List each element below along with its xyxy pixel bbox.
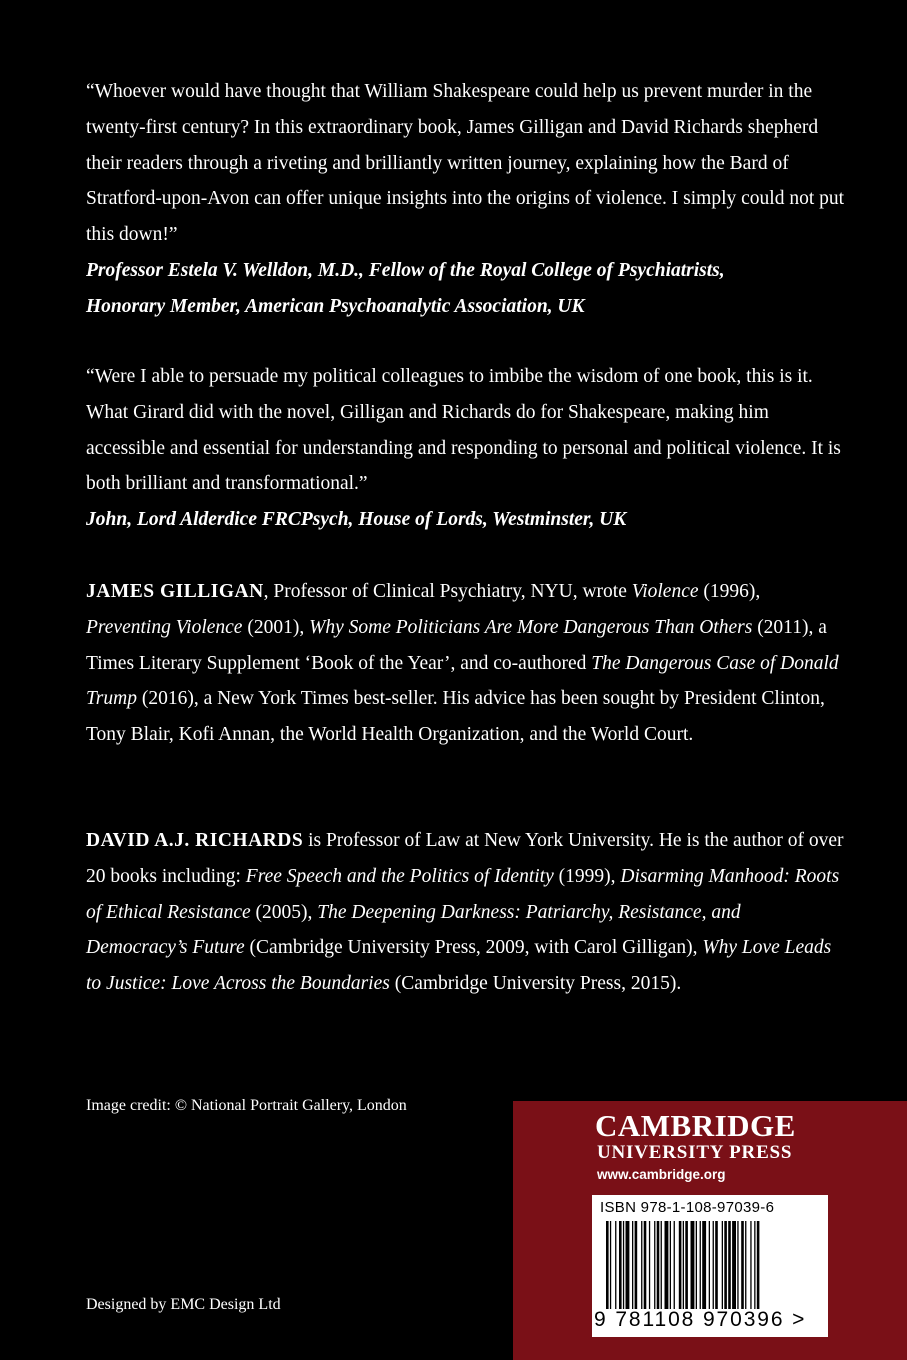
book-title: Why Some Politicians Are More Dangerous Than Others — [309, 616, 753, 638]
bio-text: (Cambridge University Press, 2015). — [389, 973, 682, 995]
isbn-label: ISBN 978-1-108-97039-6 — [600, 1199, 775, 1216]
book-title: Preventing Violence — [86, 616, 243, 638]
designer-credit: Designed by EMC Design Ltd — [86, 1296, 281, 1313]
author-bio-richards — [86, 823, 846, 1002]
bio-text: (1999), — [553, 865, 621, 887]
book-title: The Dangerous Case of Donald Trump — [86, 652, 839, 710]
book-title: Why Love Leads to Justice: Love Across the Boundaries — [86, 937, 832, 995]
barcode-panel — [592, 1195, 828, 1337]
endorsement-quote-2 — [86, 359, 846, 538]
quote-text: “Whoever would have thought that William Shakespeare could help us prevent murder in the twenty-first century? In this extraordinary book, James Gilligan and David Richards shepherd their readers through a riveting and brilliantly written journey, explaining how the Bard of Stratford-upon-Avon can offer unique insights into the origins of violence. I simply could not put this down!” — [86, 81, 845, 246]
bio-text: (Cambridge University Press, 2009, with Carol Gilligan), — [244, 937, 703, 959]
publisher-name: CAMBRIDGE — [595, 1108, 796, 1143]
barcode-icon — [606, 1221, 816, 1309]
publisher-url: www.cambridge.org — [597, 1167, 726, 1182]
bio-text: (2016), a New York Times best-seller. His advice has been sought by President Clinton, Tony Blair, Kofi Annan, the World Health Organization, and the World Court. — [86, 688, 825, 746]
bio-text: (2005), — [250, 901, 318, 923]
author-name: JAMES GILLIGAN — [86, 581, 264, 602]
book-title: Free Speech and the Politics of Identity — [245, 865, 554, 887]
bio-text: is Professor of Law at New York University. He is the author of over 20 books including: — [86, 830, 844, 887]
endorsement-quote-1 — [86, 74, 846, 325]
book-title: Disarming Manhood: Roots of Ethical Resistance — [86, 865, 840, 923]
author-name: DAVID A.J. RICHARDS — [86, 830, 304, 851]
bio-text: (1996), — [698, 581, 761, 602]
image-credit: Image credit: © National Portrait Gallery, London — [86, 1097, 407, 1114]
quote-text: “Were I able to persuade my political colleagues to imbibe the wisdom of one book, this is it. What Girard did with the novel, Gilligan and Richards do for Shakespeare, making him accessible and essential for understanding and responding to personal and political violence. It is both brilliant and transformational.” — [86, 366, 841, 495]
barcode-digits: 9 781108 970396 > — [594, 1308, 807, 1331]
bio-text: (2001), — [242, 616, 310, 638]
bio-text: , Professor of Clinical Psychiatry, NYU, wrote — [263, 581, 632, 602]
author-bio-gilligan — [86, 574, 846, 753]
quote-attribution-line-1: Professor Estela V. Welldon, M.D., Fellow of the Royal College of Psychiatrists, — [86, 259, 725, 281]
publisher-press: UNIVERSITY PRESS — [597, 1142, 793, 1163]
quote-attribution-line-2: Honorary Member, American Psychoanalytic Association, UK — [86, 295, 585, 317]
quote-attribution: John, Lord Alderdice FRCPsych, House of Lords, Westminster, UK — [86, 509, 627, 531]
book-title: Violence — [631, 581, 699, 602]
bio-text: (2011), a Times Literary Supplement ‘Book of the Year’, and co-authored — [86, 616, 827, 674]
book-title: The Deepening Darkness: Patriarchy, Resistance, and Democracy’s Future — [86, 901, 741, 959]
publisher-panel — [513, 1101, 907, 1360]
